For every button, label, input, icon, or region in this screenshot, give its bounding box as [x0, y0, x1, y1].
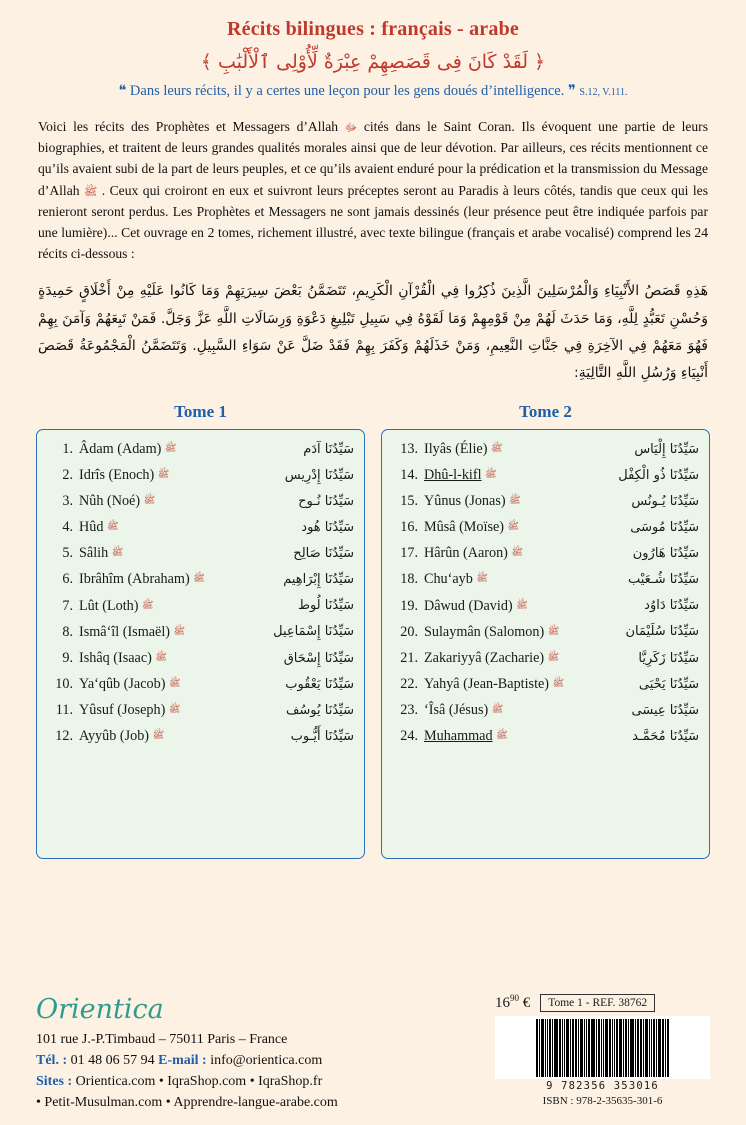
- arabic-intro-paragraph: هَذِهِ قَصَصُ الأَنْبِيَاءِ وَالْمُرْسَلِينَ الَّذِينَ ذُكِرُوا فِي الْقُرْآنِ الْكَرِيمِ، تَتَضَمَّنُ بَعْضَ سِيرَتِهِمْ وَمَا كَانُوا عَلَيْهِ مِنْ أَخْلَاقٍ حَمِيدَةٍ وَحُسْنِ تَعَبُّدٍ لِلَّهِ، وَمَا حَدَثَ لَهُمْ مِنْ قَوْمِهِمْ وَمَا لَقَوْهُ فِي سَبِيلِ تَبْلِيغِ دَعْوَةِ وَرِسَالَاتِ اللَّهِ عَزَّ وَجَلَّ. فَمَنْ تَبِعَهُمْ وَآمَنَ بِهِمْ فَهُوَ مَعَهُمْ فِي الآخِرَةِ فِي جَنَّاتِ النَّعِيمِ، وَمَنْ خَذَلَهُمْ وَكَفَرَ بِهِمْ فَقَدْ ضَلَّ عَنْ سَوَاءِ السَّبِيلِ. وَتَتَضَمَّنُ الْمَجْمُوعَةُ قَصَصَ أَنْبِيَاءِ وَرُسُلِ اللَّهِ التَّالِيَةِ:: [38, 283, 708, 382]
- book-back-cover: [0, 18, 746, 1125]
- item-name-arabic: سَيِّدُنَا سُلَيْمَان: [625, 624, 699, 640]
- item-number: 13.: [400, 440, 418, 457]
- item-name-arabic: سَيِّدُنَا إِسْمَاعِيل: [273, 624, 354, 640]
- item-name-arabic: سَيِّدُنَا إِلْيَاس: [634, 441, 699, 457]
- list-item: [45, 463, 356, 489]
- item-name: Muhammad ﷺ: [424, 728, 508, 745]
- email-label: E-mail :: [158, 1053, 207, 1068]
- item-name: Ismâ‘îl (Ismaël) ﷺ: [79, 623, 186, 640]
- item-number: 22.: [400, 675, 418, 692]
- item-number: 10.: [55, 675, 73, 692]
- item-name-arabic: سَيِّدُنَا يَعْقُوب: [285, 676, 354, 692]
- quran-verse-reference: S.12, V.111.: [579, 87, 628, 98]
- address-line: 101 rue J.-P.Timbaud – 75011 Paris – France: [36, 1032, 288, 1047]
- reference-badge: Tome 1 - REF. 38762: [540, 994, 655, 1012]
- phone-value: 01 48 06 57 94: [70, 1053, 155, 1068]
- item-name-arabic: سَيِّدُنَا يُـونُس: [631, 493, 699, 509]
- item-name: Yûsuf (Joseph) ﷺ: [79, 702, 181, 719]
- item-number: 5.: [62, 545, 73, 562]
- item-number: 9.: [62, 649, 73, 666]
- item-name-arabic: سَيِّدُنَا مُحَمَّـد: [632, 728, 699, 744]
- item-name-arabic: سَيِّدُنَا زَكَرِيَّا: [638, 650, 699, 666]
- item-name: Ishâq (Isaac) ﷺ: [79, 649, 167, 666]
- honorific-icon: ﷺ: [547, 626, 560, 637]
- tome-1-list: [36, 429, 365, 859]
- item-number: 18.: [400, 571, 418, 588]
- item-name: Ilyâs (Élie) ﷺ: [424, 440, 503, 457]
- list-item: [390, 724, 701, 750]
- item-name: Ibrâhîm (Abraham) ﷺ: [79, 571, 205, 588]
- sites-line-2[interactable]: • Petit-Musulman.com • Apprendre-langue-arabe.com: [36, 1095, 338, 1110]
- item-name: Zakariyyâ (Zacharie) ﷺ: [424, 649, 560, 666]
- item-name-arabic: سَيِّدُنَا لُوط: [297, 598, 354, 614]
- item-name: ‘Îsâ (Jésus) ﷺ: [424, 702, 504, 719]
- list-item: [390, 698, 701, 724]
- item-name: Dhû-l-kifl ﷺ: [424, 466, 497, 483]
- item-name-arabic: سَيِّدُنَا نُـوح: [298, 493, 354, 509]
- page-title: Récits bilingues : français - arabe: [227, 18, 519, 40]
- item-name: Yahyâ (Jean-Baptiste) ﷺ: [424, 675, 565, 692]
- list-item: [45, 698, 356, 724]
- item-number: 14.: [400, 466, 418, 483]
- tome-1-title: Tome 1: [174, 401, 227, 421]
- honorific-icon: ﷺ: [496, 731, 508, 742]
- item-name: Sâlih ﷺ: [79, 545, 124, 562]
- list-item: [45, 489, 356, 515]
- list-item: [45, 567, 356, 593]
- item-name: Hûd ﷺ: [79, 519, 119, 536]
- honorific-icon: ﷺ: [476, 574, 488, 585]
- item-name-arabic: سَيِّدُنَا عِيسَى: [631, 702, 699, 718]
- honorific-icon: ﷺ: [152, 731, 165, 742]
- list-item: [45, 515, 356, 541]
- item-name: Yûnus (Jonas) ﷺ: [424, 493, 521, 510]
- list-item: [45, 437, 356, 463]
- list-item: [45, 672, 356, 698]
- intro-paragraph: [38, 116, 708, 264]
- item-name: Chu‘ayb ﷺ: [424, 571, 488, 588]
- item-name: Sulaymân (Salomon) ﷺ: [424, 623, 560, 640]
- list-item: [390, 646, 701, 672]
- item-number: 19.: [400, 597, 418, 614]
- item-name-arabic: سَيِّدُنَا يَحْيَى: [638, 676, 699, 692]
- price-barcode-block: [495, 993, 710, 1107]
- honorific-icon: ﷺ: [157, 469, 170, 480]
- item-number: 11.: [55, 702, 73, 719]
- honorific-icon: ﷺ: [552, 678, 565, 689]
- honorific-icon: ﷺ: [516, 600, 528, 611]
- item-name: Nûh (Noé) ﷺ: [79, 493, 156, 510]
- item-number: 7.: [62, 597, 73, 614]
- item-name-arabic: سَيِّدُنَا إِبْرَاهِيم: [283, 572, 354, 588]
- item-number: 21.: [400, 649, 418, 666]
- item-name-arabic: سَيِّدُنَا إِدْرِيس: [284, 467, 354, 483]
- list-item: [390, 593, 701, 619]
- item-name: Lût (Loth) ﷺ: [79, 597, 154, 614]
- phone-label: Tél. :: [36, 1053, 68, 1068]
- item-number: 16.: [400, 519, 418, 536]
- honorific-icon: ﷺ: [143, 496, 156, 507]
- list-item: [45, 724, 356, 750]
- honorific-icon: ﷺ: [485, 469, 497, 480]
- honorific-icon: ﷺ: [168, 705, 181, 716]
- honorific-icon: ﷺ: [509, 496, 521, 507]
- item-number: 3.: [62, 493, 73, 510]
- list-item: [390, 672, 701, 698]
- list-item: [390, 515, 701, 541]
- list-item: [390, 437, 701, 463]
- barcode-icon: [495, 1016, 710, 1079]
- item-name: Hârûn (Aaron) ﷺ: [424, 545, 523, 562]
- item-number: 6.: [62, 571, 73, 588]
- list-item: [390, 489, 701, 515]
- item-number: 12.: [55, 728, 73, 745]
- list-item: [45, 541, 356, 567]
- intro-text-1: Voici les récits des Prophètes et Messagers d’Allah: [38, 119, 339, 134]
- list-item: [390, 567, 701, 593]
- barcode-digits: 9 782356 353016: [546, 1080, 659, 1092]
- honorific-icon: ﷺ: [507, 522, 520, 533]
- honorific-icon: ﷺ: [155, 652, 167, 663]
- item-number: 8.: [62, 623, 73, 640]
- item-number: 24.: [400, 728, 418, 745]
- item-number: 2.: [62, 466, 73, 483]
- item-name-arabic: سَيِّدُنَا مُوسَى: [630, 519, 699, 535]
- item-name-arabic: سَيِّدُنَا شُـعَيْب: [627, 572, 699, 588]
- item-number: 23.: [400, 702, 418, 719]
- intro-text-3: . Ceux qui croiront en eux et suivront leurs préceptes seront au Paradis à leurs côtés, tandis que ceux qui les renieront seront perdus. Les Prophètes et Messagers ne sont jamais dessinés (leur présence peut être indiquée parfois par une lumière)... Cet ouvrage en 2 tomes, richement illustré, avec texte bilingue (français et arabe vocalisé) comprend les 24 récits ci-dessous :: [38, 182, 709, 262]
- item-name-arabic: سَيِّدُنَا صَالِح: [293, 546, 354, 562]
- item-name: Âdam (Adam) ﷺ: [79, 440, 177, 457]
- item-number: 20.: [400, 623, 418, 640]
- isbn-text: ISBN : 978-2-35635-301-6: [542, 1095, 663, 1107]
- tome-2-list: [381, 429, 710, 859]
- tomes-container: [36, 402, 710, 859]
- item-number: 17.: [400, 545, 418, 562]
- quran-verse-translation-text: ❝ Dans leurs récits, il y a certes une leçon pour les gens doués d’intelligence. ❞: [118, 83, 576, 99]
- item-name: Dâwud (David) ﷺ: [424, 597, 528, 614]
- list-item: [45, 593, 356, 619]
- item-name-arabic: سَيِّدُنَا إِسْحَاق: [283, 650, 354, 666]
- list-item: [390, 541, 701, 567]
- quran-verse-arabic: ﴿ لَقَدْ كَانَ فِى قَصَصِهِمْ عِبْرَةٌ لِّأُوْلِى ٱلْأَلْبَٰبِ ﴾: [200, 51, 546, 73]
- honorific-icon: ﷺ: [164, 443, 177, 454]
- list-item: [390, 619, 701, 645]
- item-name-arabic: سَيِّدُنَا دَاوُد: [644, 598, 699, 614]
- quran-verse-translation: [0, 83, 746, 100]
- tome-2-title: Tome 2: [519, 401, 572, 421]
- honorific-icon: ﷻ: [344, 122, 358, 134]
- price-row: [495, 993, 710, 1012]
- item-number: 1.: [62, 440, 73, 457]
- item-number: 15.: [400, 493, 418, 510]
- publisher-logo: Orientica: [36, 994, 164, 1025]
- tome-2: [381, 402, 710, 859]
- item-name-arabic: سَيِّدُنَا هُود: [301, 519, 354, 535]
- item-name: Ayyûb (Job) ﷺ: [79, 728, 165, 745]
- honorific-icon: ﷺ: [491, 705, 504, 716]
- item-name-arabic: سَيِّدُنَا آدَم: [303, 441, 354, 457]
- honorific-icon: ﷺ: [142, 600, 154, 611]
- item-number: 4.: [62, 519, 73, 536]
- honorific-icon: ﷺ: [84, 185, 98, 198]
- list-item: [45, 646, 356, 672]
- item-name-arabic: سَيِّدُنَا يُوسُف: [285, 702, 354, 718]
- honorific-icon: ﷺ: [547, 652, 560, 663]
- list-item: [45, 619, 356, 645]
- honorific-icon: ﷺ: [490, 443, 503, 454]
- honorific-icon: ﷺ: [106, 522, 119, 533]
- item-name: Ya‘qûb (Jacob) ﷺ: [79, 675, 181, 692]
- item-name: Idrîs (Enoch) ﷺ: [79, 466, 170, 483]
- honorific-icon: ﷺ: [168, 678, 181, 689]
- sites-value[interactable]: Orientica.com • IqraShop.com • IqraShop.fr: [75, 1074, 323, 1089]
- honorific-icon: ﷺ: [193, 574, 205, 585]
- sites-label: Sites :: [36, 1074, 73, 1089]
- price: $16^{90}$ €: [495, 993, 531, 1011]
- intro-text-2: cités dans le Saint Coran. Ils évoquent une partie de leurs biographies, et traitent de leurs grandes qualités morales ainsi que de leur dévotion. Par ailleurs, ces récits mentionnent ce qu’ils avaient subi de la part de leurs peuples, et ce qu’ils avaient enduré pour la prédication et la transmission du Message d’Allah: [38, 119, 708, 198]
- item-name: Mûsâ (Moïse) ﷺ: [424, 519, 520, 536]
- honorific-icon: ﷺ: [111, 548, 124, 559]
- list-item: [390, 463, 701, 489]
- item-name-arabic: سَيِّدُنَا أَيُّـوب: [290, 728, 354, 744]
- honorific-icon: ﷺ: [173, 626, 186, 637]
- email-value[interactable]: info@orientica.com: [210, 1053, 323, 1068]
- item-name-arabic: سَيِّدُنَا هَارُون: [632, 546, 699, 562]
- honorific-icon: ﷺ: [511, 548, 523, 559]
- tome-1: [36, 402, 365, 859]
- item-name-arabic: سَيِّدُنَا ذُو الْكِفْل: [618, 467, 699, 483]
